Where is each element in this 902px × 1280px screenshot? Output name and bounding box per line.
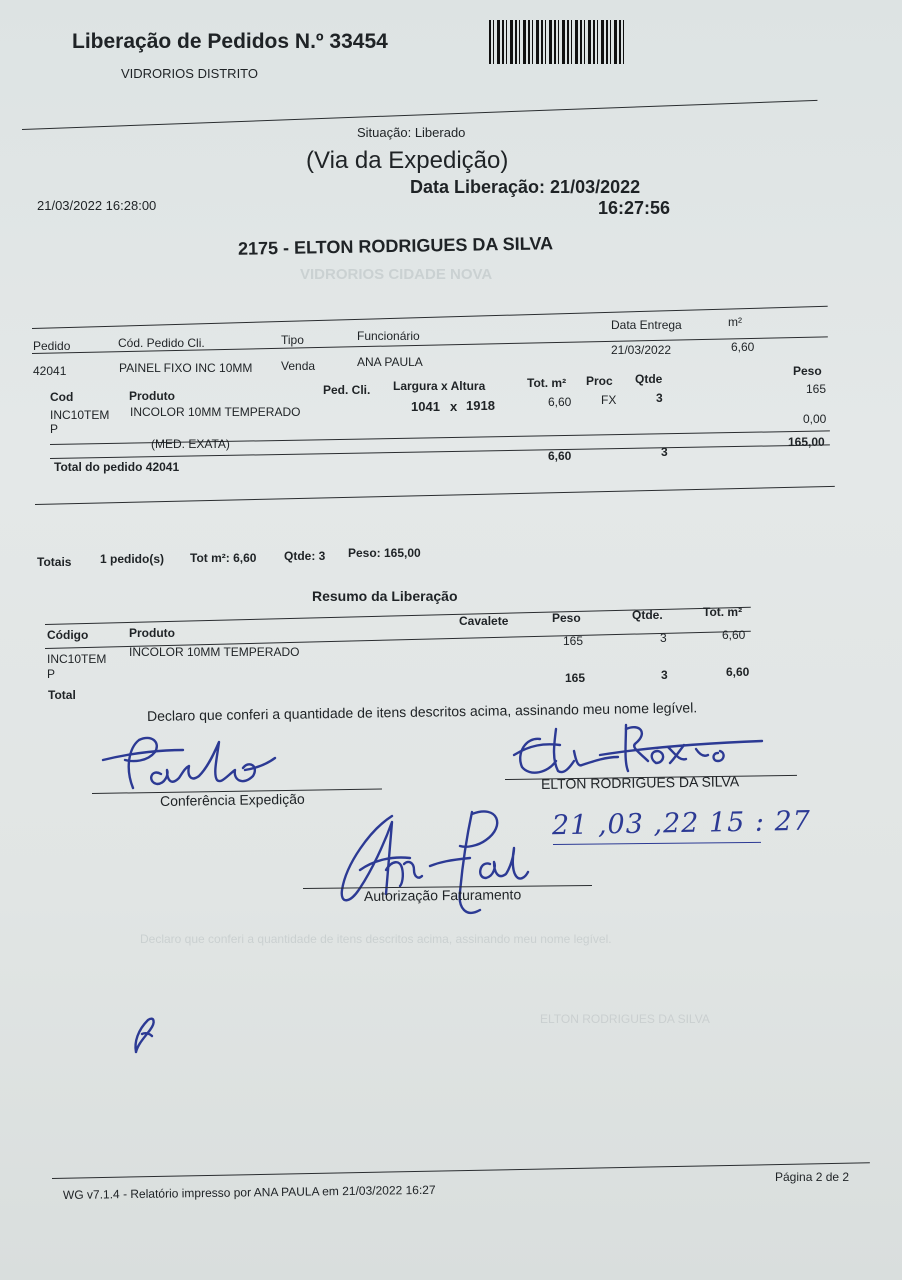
item-peso: 165 [806, 382, 827, 396]
resumo-total-tot-m2: 6,60 [726, 665, 750, 679]
order-bottom-divider [35, 486, 835, 505]
resumo-produto: INCOLOR 10MM TEMPERADO [129, 645, 300, 659]
resumo-total-qtde: 3 [661, 668, 668, 682]
item-col-tot-m2: Tot. m² [527, 376, 567, 390]
resumo-tot-m2: 6,60 [722, 628, 746, 642]
barcode [489, 20, 627, 64]
order-m2-value: 6,60 [731, 340, 755, 354]
item-cod-line1: INC10TEM [50, 408, 110, 422]
show-through-text: VIDRORIOS CIDADE NOVA [300, 266, 493, 283]
totals-pedidos: 1 pedido(s) [100, 552, 165, 566]
hora-liberacao: 16:27:56 [598, 198, 671, 218]
date-underline [553, 842, 761, 845]
resumo-col-tot-m2: Tot. m² [703, 605, 743, 619]
col-cod-pedido-cli: Cód. Pedido Cli. [118, 336, 205, 350]
item-col-largura-altura: Largura x Altura [393, 379, 486, 393]
resumo-peso: 165 [563, 634, 584, 648]
item-proc: FX [601, 393, 617, 407]
show-through-name: ELTON RODRIGUES DA SILVA [540, 1012, 710, 1026]
autorizacao-label: Autorização Faturamento [363, 886, 522, 904]
conferencia-label: Conferência Expedição [159, 790, 305, 809]
order-tipo-value: Venda [281, 359, 316, 373]
item-col-proc: Proc [586, 374, 613, 388]
item-col-qtde: Qtde [635, 372, 663, 386]
item-col-peso: Peso [793, 364, 822, 378]
totals-qtde: Qtde: 3 [284, 549, 326, 563]
resumo-col-produto: Produto [129, 626, 175, 640]
order-cod-pedido-cli-value: PAINEL FIXO INC 10MM [119, 361, 253, 375]
col-funcionario: Funcionário [357, 329, 420, 343]
item-produto: INCOLOR 10MM TEMPERADO [130, 405, 301, 419]
situacao-label: Situação: Liberado [357, 125, 466, 140]
company-name: VIDRORIOS DISTRITO [121, 66, 258, 81]
via-label: (Via da Expedição) [306, 147, 509, 174]
report-title: Liberação de Pedidos N.º 33454 [72, 30, 388, 53]
item-obs: (MED. EXATA) [151, 437, 230, 451]
item-col-produto: Produto [129, 389, 175, 403]
item-col-cod: Cod [50, 390, 74, 404]
data-liberacao: Data Liberação: 21/03/2022 [410, 177, 641, 197]
item-tot-m2: 6,60 [548, 395, 572, 409]
declaration-text: Declaro que conferi a quantidade de itens descritos acima, assinando meu nome legível. [146, 699, 698, 724]
resumo-qtde: 3 [660, 631, 667, 645]
col-tipo: Tipo [281, 333, 304, 347]
order-total-peso: 165,00 [788, 435, 825, 449]
col-m2: m² [728, 315, 742, 329]
col-pedido: Pedido [33, 339, 71, 353]
footer-page-number: Página 2 de 2 [775, 1170, 850, 1184]
resumo-total-peso: 165 [565, 671, 586, 685]
resumo-col-cavalete: Cavalete [459, 614, 509, 628]
col-data-entrega: Data Entrega [611, 318, 682, 332]
order-data-entrega-value: 21/03/2022 [611, 343, 672, 357]
item-peso-secondary: 0,00 [803, 412, 827, 426]
item-altura: 1918 [466, 398, 495, 413]
footer-printed-by: WG v7.1.4 - Relatório impresso por ANA PAULA em 21/03/2022 16:27 [62, 1182, 436, 1202]
item-largura: 1041 [411, 399, 440, 414]
order-funcionario-value: ANA PAULA [357, 355, 423, 369]
conferencia-signature [95, 728, 290, 800]
item-x: x [450, 399, 458, 414]
client-signature-name: ELTON RODRIGUES DA SILVA [540, 773, 740, 792]
order-total-m2: 6,60 [548, 449, 572, 463]
client-name: 2175 - ELTON RODRIGUES DA SILVA [237, 233, 554, 259]
totals-tot-m2: Tot m²: 6,60 [190, 551, 257, 565]
item-col-ped-cli: Ped. Cli. [323, 383, 371, 397]
resumo-title: Resumo da Liberação [312, 588, 458, 604]
order-total-label: Total do pedido 42041 [54, 460, 180, 474]
resumo-total-label: Total [48, 688, 76, 702]
resumo-col-qtde: Qtde. [632, 608, 663, 622]
resumo-codigo-line2: P [47, 667, 56, 681]
resumo-col-codigo: Código [47, 628, 89, 642]
totals-peso: Peso: 165,00 [348, 546, 421, 560]
printed-datetime: 21/03/2022 16:28:00 [37, 198, 157, 213]
resumo-col-peso: Peso [552, 611, 581, 625]
order-top-divider [32, 306, 828, 329]
handwritten-date: 21 ,03 ,22 15 : 27 [551, 805, 812, 842]
item-qtde: 3 [656, 391, 663, 405]
resumo-codigo-line1: INC10TEM [47, 652, 107, 666]
order-pedido-value: 42041 [33, 364, 67, 378]
pen-mark [128, 1012, 162, 1056]
footer-divider [52, 1162, 870, 1179]
order-total-qtde: 3 [661, 445, 668, 459]
item-cod-line2: P [50, 422, 59, 436]
show-through-declaration: Declaro que conferi a quantidade de itens descritos acima, assinando meu nome legível. [140, 932, 612, 946]
totals-label: Totais [37, 555, 72, 569]
